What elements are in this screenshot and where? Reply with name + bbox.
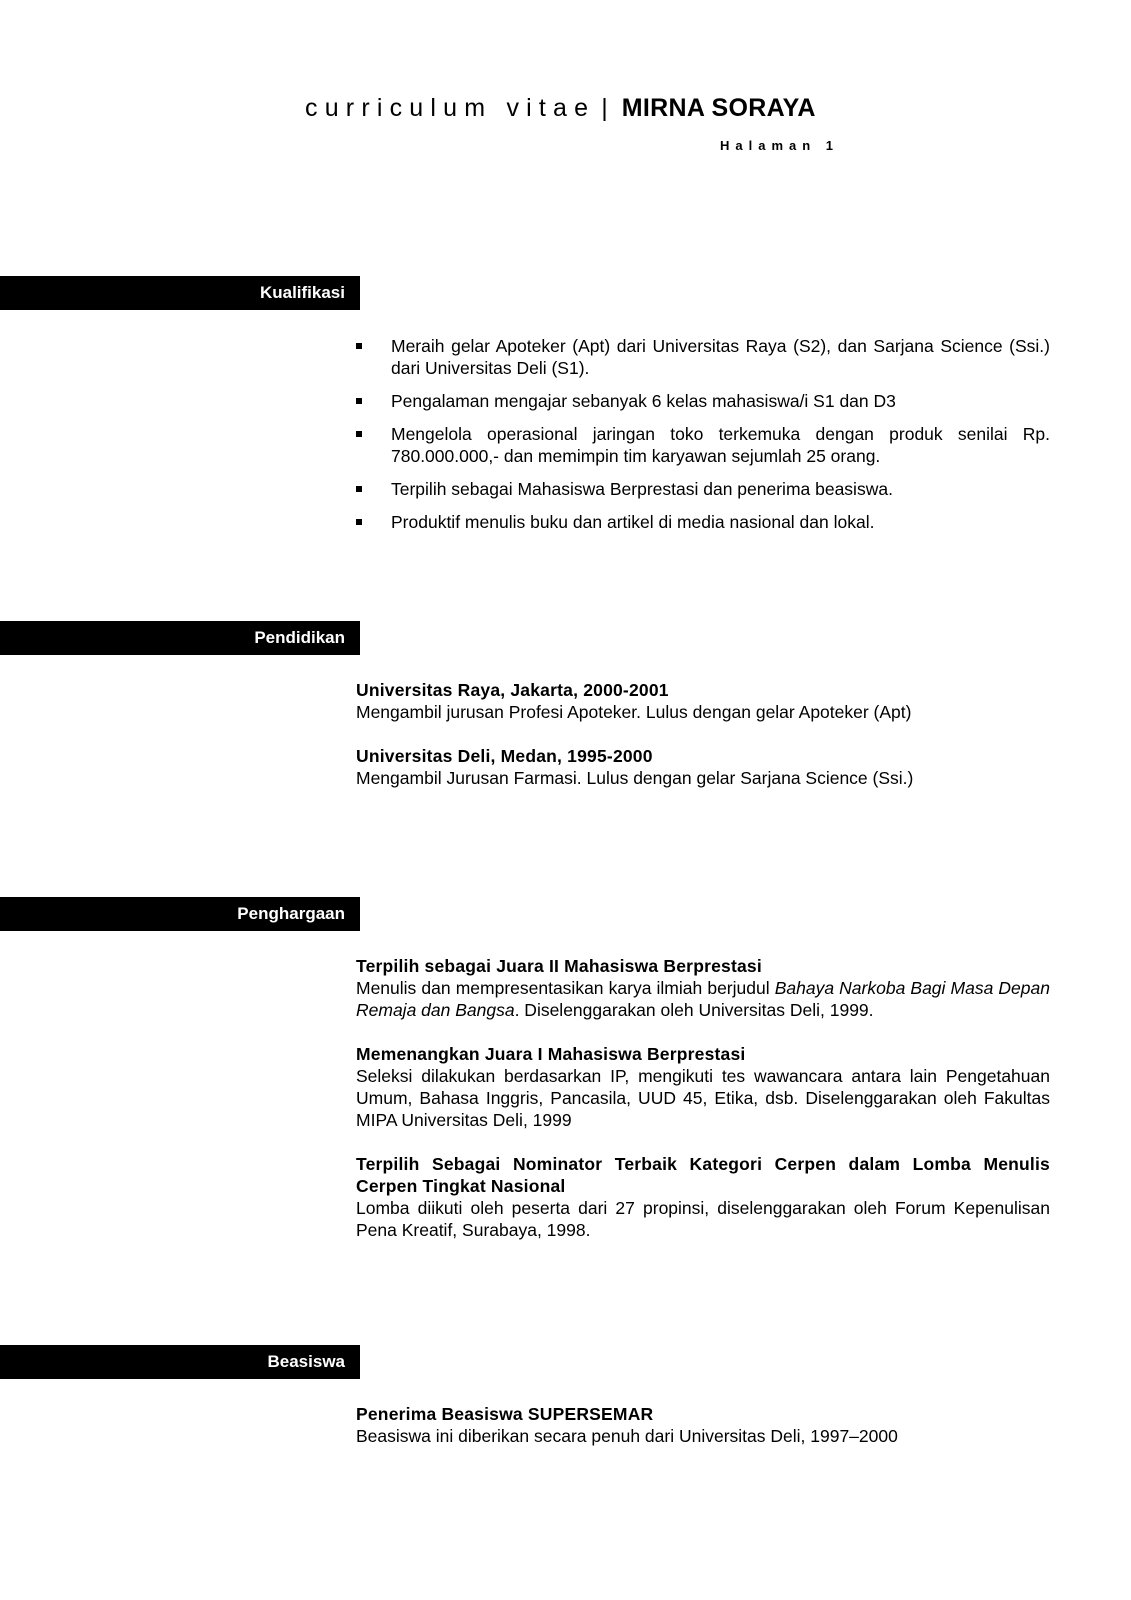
entry-description: Lomba diikuti oleh peserta dari 27 propinsi, diselenggarakan oleh Forum Kepenulisan Pena Kreatif, Surabaya, 1998.	[356, 1198, 1050, 1240]
list-item-text: Produktif menulis buku dan artikel di media nasional dan lokal.	[391, 512, 875, 532]
pendidikan-content	[356, 679, 1050, 789]
entry-title: Universitas Raya, Jakarta, 2000-2001	[356, 680, 669, 700]
kualifikasi-content	[356, 335, 1050, 544]
entry-description-text: Menulis dan mempresentasikan karya ilmiah berjudul	[356, 978, 775, 998]
list-item	[356, 335, 1050, 379]
list-item	[356, 390, 1050, 412]
document-header	[305, 92, 925, 124]
beasiswa-content	[356, 1403, 1050, 1447]
page-number-label: Halaman 1	[720, 138, 840, 153]
list-item-text: Pengalaman mengajar sebanyak 6 kelas mahasiswa/i S1 dan D3	[391, 391, 896, 411]
award-entry	[356, 955, 1050, 1021]
list-item-text: Terpilih sebagai Mahasiswa Berprestasi dan penerima beasiswa.	[391, 479, 893, 499]
award-entry	[356, 1043, 1050, 1131]
header-separator: |	[601, 94, 608, 122]
cv-label: curriculum vitae	[305, 94, 596, 122]
square-bullet-icon	[356, 486, 362, 492]
award-entry	[356, 1153, 1050, 1241]
penghargaan-content	[356, 955, 1050, 1241]
list-item	[356, 423, 1050, 467]
scholarship-entry	[356, 1403, 1050, 1447]
square-bullet-icon	[356, 343, 362, 349]
section-heading-kualifikasi: Kualifikasi	[0, 276, 360, 310]
square-bullet-icon	[356, 398, 362, 404]
entry-title: Terpilih Sebagai Nominator Terbaik Kategori Cerpen dalam Lomba Menulis Cerpen Tingkat Nasional	[356, 1154, 1050, 1196]
paper-title: Bahaya Narkoba Bagi Masa Depan Remaja dan Bangsa	[356, 978, 1050, 1020]
entry-description: Mengambil jurusan Profesi Apoteker. Lulus dengan gelar Apoteker (Apt)	[356, 702, 912, 722]
square-bullet-icon	[356, 519, 362, 525]
list-item	[356, 511, 1050, 533]
education-entry	[356, 745, 1050, 789]
education-entry	[356, 679, 1050, 723]
list-item-text: Meraih gelar Apoteker (Apt) dari Universitas Raya (S2), dan Sarjana Science (Ssi.) dari Universitas Deli (S1).	[391, 336, 1050, 378]
entry-title: Penerima Beasiswa SUPERSEMAR	[356, 1404, 654, 1424]
entry-description: Beasiswa ini diberikan secara penuh dari Universitas Deli, 1997–2000	[356, 1426, 898, 1446]
list-item	[356, 478, 1050, 500]
section-heading-pendidikan: Pendidikan	[0, 621, 360, 655]
qualification-list	[356, 335, 1050, 533]
entry-description: Mengambil Jurusan Farmasi. Lulus dengan gelar Sarjana Science (Ssi.)	[356, 768, 914, 788]
entry-description-text: . Diselenggarakan oleh Universitas Deli, 1999.	[514, 1000, 874, 1020]
candidate-name: MIRNA SORAYA	[621, 94, 816, 122]
square-bullet-icon	[356, 431, 362, 437]
entry-description	[356, 977, 1050, 1021]
entry-title: Memenangkan Juara I Mahasiswa Berprestasi	[356, 1044, 746, 1064]
section-heading-beasiswa: Beasiswa	[0, 1345, 360, 1379]
entry-title: Universitas Deli, Medan, 1995-2000	[356, 746, 653, 766]
section-heading-penghargaan: Penghargaan	[0, 897, 360, 931]
entry-title: Terpilih sebagai Juara II Mahasiswa Berprestasi	[356, 956, 762, 976]
entry-description: Seleksi dilakukan berdasarkan IP, mengikuti tes wawancara antara lain Pengetahuan Umum, Bahasa Inggris, Pancasila, UUD 45, Etika, dsb. Diselenggarakan oleh Fakultas MIPA Universitas Deli, 1999	[356, 1066, 1050, 1130]
list-item-text: Mengelola operasional jaringan toko terkemuka dengan produk senilai Rp. 780.000.000,- dan memimpin tim karyawan sejumlah 25 orang.	[391, 424, 1050, 466]
